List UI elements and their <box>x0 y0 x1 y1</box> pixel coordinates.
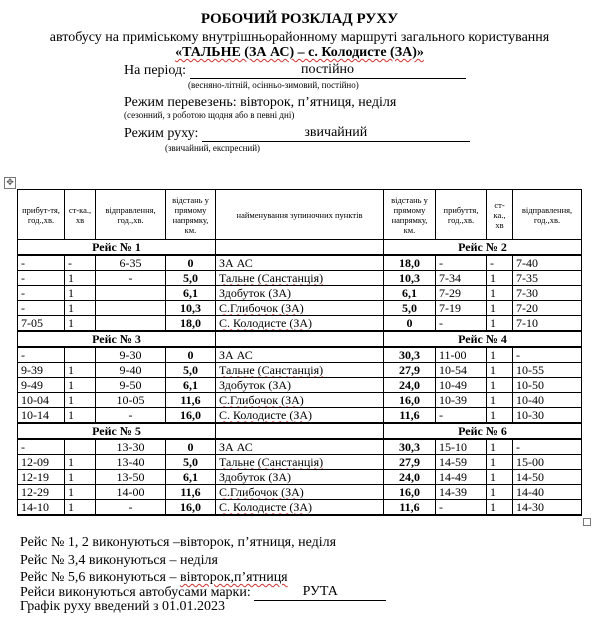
table-cell: 14-49 <box>436 470 487 485</box>
table-cell: 13-40 <box>96 455 166 470</box>
table-cell: 30,3 <box>384 439 436 455</box>
table-cell: 1 <box>65 301 96 316</box>
stop-name: Здобуток (ЗА) <box>219 469 292 484</box>
table-cell: 6,1 <box>166 470 216 485</box>
stop-name: С. Колодисте (ЗА) <box>219 499 312 514</box>
column-header: відстань у прямому напрямку, км. <box>166 190 216 240</box>
stop-name: Здобуток (ЗА) <box>219 377 292 392</box>
table-cell: 7-19 <box>436 301 487 316</box>
table-cell: 6,1 <box>166 286 216 301</box>
mode-hint: (сезонний, з роботою щодня або в певні дні) <box>124 110 295 120</box>
table-cell: 1 <box>487 271 513 286</box>
table-cell: 7-34 <box>436 271 487 286</box>
table-cell: - <box>436 316 487 332</box>
column-header: відправлення, год.,хв. <box>513 190 582 240</box>
table-cell: - <box>18 301 65 316</box>
table-cell: 13-30 <box>96 439 166 455</box>
table-cell: 24,0 <box>384 470 436 485</box>
stop-name: ЗА АС <box>219 347 253 362</box>
table-cell: - <box>436 500 487 516</box>
table-cell: 11,6 <box>166 485 216 500</box>
period-hint: (весняно-літній, осінньо-зимовий, постійно) <box>188 80 359 90</box>
stop-name-cell <box>216 271 384 286</box>
table-cell: 1 <box>65 316 96 332</box>
movement-hint: (звичайний, експресний) <box>165 143 261 153</box>
mode-label: Режим перевезень: вівторок, п’ятниця, неділя <box>124 95 397 110</box>
table-cell: 10-39 <box>436 393 487 408</box>
movement-label: Режим руху: <box>124 126 199 141</box>
stop-name-cell <box>216 301 384 316</box>
table-cell: 30,3 <box>384 347 436 363</box>
table-cell: 1 <box>65 378 96 393</box>
table-cell: 7-35 <box>513 271 582 286</box>
trip-label-left: Рейс № 5 <box>18 423 216 439</box>
stop-name-cell <box>216 255 384 271</box>
note-trips-1-2: Рейс № 1, 2 виконуються –вівторок, п’ятниця, неділя <box>20 535 337 550</box>
table-cell: 10-49 <box>436 378 487 393</box>
table-cell: 1 <box>487 347 513 363</box>
trip-label-left: Рейс № 1 <box>18 240 216 256</box>
stop-name-cell <box>216 470 384 485</box>
table-cell: 27,9 <box>384 455 436 470</box>
table-cell: 1 <box>65 470 96 485</box>
period-label: На період: <box>124 63 187 78</box>
table-cell: 0 <box>166 347 216 363</box>
table-cell: - <box>18 439 65 455</box>
table-cell: 24,0 <box>384 378 436 393</box>
table-cell: 1 <box>487 363 513 378</box>
table-row <box>18 408 582 424</box>
table-cell: 12-09 <box>18 455 65 470</box>
stop-name-cell <box>216 363 384 378</box>
table-cell: 0 <box>166 255 216 271</box>
table-cell: 9-39 <box>18 363 65 378</box>
table-cell: 14-10 <box>18 500 65 516</box>
table-cell: 1 <box>65 485 96 500</box>
bus-brand-value[interactable]: РУТА <box>254 584 386 601</box>
stop-name-cell <box>216 347 384 363</box>
table-cell: 16,0 <box>166 500 216 516</box>
table-cell: 5,0 <box>166 271 216 286</box>
table-cell: 10-14 <box>18 408 65 424</box>
column-header: ст-ка., хв <box>65 190 96 240</box>
table-cell: 1 <box>65 455 96 470</box>
table-cell <box>96 316 166 332</box>
table-cell: 12-19 <box>18 470 65 485</box>
table-cell: 9-49 <box>18 378 65 393</box>
stop-name: Тальне (Санстанція) <box>219 454 324 469</box>
table-cell: - <box>18 271 65 286</box>
document-subtitle: автобусу на приміському внутрішньорайонному маршруті загального користування <box>49 30 550 45</box>
document-title: РОБОЧИЙ РОЗКЛАД РУХУ <box>200 11 399 27</box>
movement-row <box>124 125 470 142</box>
trip-label-right: Рейс № 4 <box>384 331 582 347</box>
stop-name-cell <box>216 439 384 455</box>
table-cell: 1 <box>487 455 513 470</box>
table-cell: 1 <box>487 470 513 485</box>
table-cell: 10,3 <box>384 271 436 286</box>
stop-name: ЗА АС <box>219 255 253 270</box>
trip-label-right: Рейс № 2 <box>384 240 582 256</box>
stop-name: С.Глибочок (ЗА) <box>219 300 304 315</box>
table-cell: 14-00 <box>96 485 166 500</box>
resize-handle-icon[interactable] <box>583 518 591 526</box>
stop-name-cell <box>216 393 384 408</box>
stop-name: Тальне (Санстанція) <box>219 270 324 285</box>
table-cell: 7-20 <box>513 301 582 316</box>
table-cell: 16,0 <box>384 485 436 500</box>
stop-name-cell <box>216 378 384 393</box>
table-cell: 18,0 <box>384 255 436 271</box>
table-cell: 7-29 <box>436 286 487 301</box>
trip-header-row <box>18 240 582 256</box>
table-cell: 9-30 <box>96 347 166 363</box>
table-cell: 15-10 <box>436 439 487 455</box>
table-header-row <box>18 190 582 240</box>
trip-label-left: Рейс № 3 <box>18 331 216 347</box>
trip-spacer <box>216 423 384 439</box>
table-cell: - <box>487 255 513 271</box>
table-cell: 14-50 <box>513 470 582 485</box>
table-cell: - <box>96 500 166 516</box>
table-cell: - <box>96 271 166 286</box>
table-cell: 7-10 <box>513 316 582 332</box>
table-cell: 1 <box>487 301 513 316</box>
table-cell: 27,9 <box>384 363 436 378</box>
table-row <box>18 347 582 363</box>
table-cell: 10-55 <box>513 363 582 378</box>
period-row <box>124 62 466 79</box>
table-cell: 14-30 <box>513 500 582 516</box>
table-cell: 0 <box>384 316 436 332</box>
column-header: відстань у прямому напрямку, км. <box>384 190 436 240</box>
table-cell: - <box>513 347 582 363</box>
table-cell: - <box>65 255 96 271</box>
mode-row <box>124 95 396 111</box>
table-cell: 7-30 <box>513 286 582 301</box>
table-row <box>18 271 582 286</box>
table-cell: 18,0 <box>166 316 216 332</box>
table-cell: 1 <box>65 408 96 424</box>
table-row <box>18 378 582 393</box>
table-cell: 9-50 <box>96 378 166 393</box>
table-row <box>18 255 582 271</box>
note-trips-5-6-days: вівторок,п’ятниця <box>180 570 288 585</box>
table-cell: 1 <box>487 378 513 393</box>
table-row <box>18 439 582 455</box>
table-cell: 10-54 <box>436 363 487 378</box>
move-handle-icon[interactable]: ✥ <box>4 177 16 189</box>
table-cell: 11,6 <box>384 500 436 516</box>
table-row <box>18 301 582 316</box>
table-cell: - <box>436 255 487 271</box>
stop-name: С. Колодисте (ЗА) <box>219 315 312 330</box>
table-row <box>18 286 582 301</box>
table-row <box>18 485 582 500</box>
trip-spacer <box>216 331 384 347</box>
schedule-table <box>17 189 582 516</box>
table-cell: 14-40 <box>513 485 582 500</box>
note-trips-3-4: Рейс № 3,4 виконуються – неділя <box>20 553 218 568</box>
stop-name-cell <box>216 500 384 516</box>
table-cell: - <box>18 255 65 271</box>
table-cell: 5,0 <box>166 455 216 470</box>
trip-spacer <box>216 240 384 256</box>
table-cell: - <box>18 347 65 363</box>
table-cell: - <box>513 439 582 455</box>
table-row <box>18 500 582 516</box>
table-cell: 10,3 <box>166 301 216 316</box>
movement-value[interactable]: звичайний <box>202 125 470 142</box>
note-schedule-start: Графік руху введений з 01.01.2023 <box>20 599 225 614</box>
table-cell: 15-00 <box>513 455 582 470</box>
table-cell: 1 <box>65 286 96 301</box>
table-cell: 10-04 <box>18 393 65 408</box>
bus-brand-label: Рейси виконуються автобусами марки: <box>20 585 251 600</box>
table-row <box>18 363 582 378</box>
table-cell: 1 <box>65 500 96 516</box>
stop-name-cell <box>216 408 384 424</box>
table-cell: 16,0 <box>384 393 436 408</box>
stop-name: С. Колодисте (ЗА) <box>219 407 312 422</box>
table-cell: 5,0 <box>166 363 216 378</box>
table-cell <box>96 286 166 301</box>
stop-name-cell <box>216 455 384 470</box>
table-cell: - <box>18 286 65 301</box>
table-cell: 10-50 <box>513 378 582 393</box>
table-cell: 11-00 <box>436 347 487 363</box>
stop-name: С.Глибочок (ЗА) <box>219 392 304 407</box>
table-cell: 1 <box>487 408 513 424</box>
table-cell: 6,1 <box>166 378 216 393</box>
stop-name-cell <box>216 316 384 332</box>
stop-name: Здобуток (ЗА) <box>219 285 292 300</box>
table-cell <box>65 439 96 455</box>
stop-name: Тальне (Санстанція) <box>219 362 324 377</box>
route-name <box>0 45 599 61</box>
column-header: прибуття, год.,хв. <box>436 190 487 240</box>
table-cell: 1 <box>487 500 513 516</box>
table-cell: 11,6 <box>384 408 436 424</box>
note-trips-5-6-prefix: Рейс № 5,6 виконуються – <box>20 570 180 585</box>
table-cell: 10-30 <box>513 408 582 424</box>
table-cell: 12-29 <box>18 485 65 500</box>
table-cell <box>96 301 166 316</box>
table-cell: 14-59 <box>436 455 487 470</box>
table-cell: 11,6 <box>166 393 216 408</box>
table-row <box>18 316 582 332</box>
period-value[interactable]: постійно <box>190 62 466 79</box>
table-cell: 1 <box>487 485 513 500</box>
stop-name-cell <box>216 485 384 500</box>
column-header: найменування зупиночних пунктів <box>216 190 384 240</box>
table-cell: 16,0 <box>166 408 216 424</box>
table-cell: 1 <box>487 286 513 301</box>
table-cell: - <box>96 408 166 424</box>
table-cell: 5,0 <box>384 301 436 316</box>
table-cell: 9-40 <box>96 363 166 378</box>
table-cell: 10-40 <box>513 393 582 408</box>
table-cell: 10-05 <box>96 393 166 408</box>
trip-header-row <box>18 423 582 439</box>
column-header: відправлення, год.,хв. <box>96 190 166 240</box>
table-row <box>18 393 582 408</box>
table-row <box>18 470 582 485</box>
table-cell <box>65 347 96 363</box>
table-cell: 0 <box>166 439 216 455</box>
trip-header-row <box>18 331 582 347</box>
table-cell: 1 <box>65 271 96 286</box>
table-cell: 13-50 <box>96 470 166 485</box>
table-cell: 1 <box>487 439 513 455</box>
table-cell: 1 <box>65 363 96 378</box>
table-cell: 6,1 <box>384 286 436 301</box>
table-cell: 14-39 <box>436 485 487 500</box>
stop-name: ЗА АС <box>219 439 253 454</box>
stop-name: С.Глибочок (ЗА) <box>219 484 304 499</box>
table-cell: 1 <box>487 316 513 332</box>
column-header: ст-ка., хв <box>487 190 513 240</box>
table-cell: 7-40 <box>513 255 582 271</box>
route-name-text: «ТАЛЬНЕ (ЗА АС) – с. Колодисте (ЗА)» <box>175 45 424 60</box>
table-cell: 1 <box>65 393 96 408</box>
trip-label-right: Рейс № 6 <box>384 423 582 439</box>
table-cell: - <box>436 408 487 424</box>
column-header: прибут-тя, год.,хв. <box>18 190 65 240</box>
table-cell: 1 <box>487 393 513 408</box>
table-row <box>18 455 582 470</box>
stop-name-cell <box>216 286 384 301</box>
table-cell: 7-05 <box>18 316 65 332</box>
table-cell: 6-35 <box>96 255 166 271</box>
